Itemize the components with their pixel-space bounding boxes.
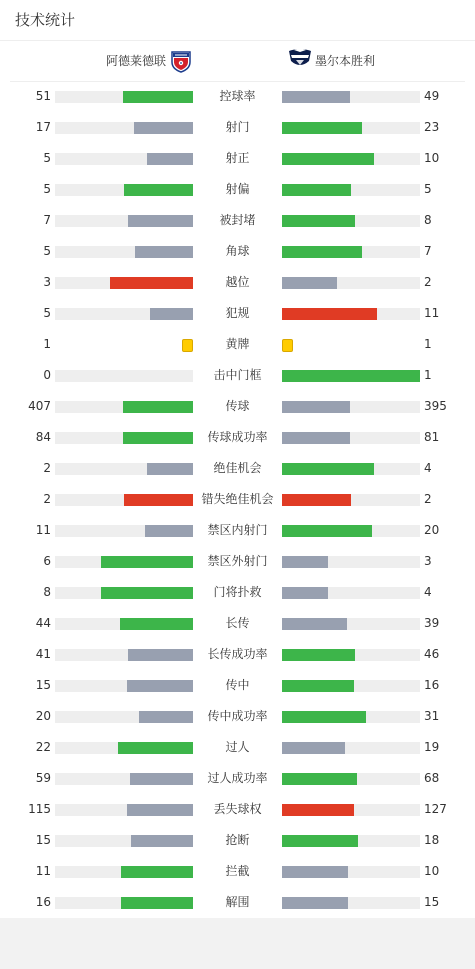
home-stat-bar-track: [55, 370, 193, 382]
stat-row: [0, 143, 475, 174]
home-stat-value: 17: [35, 120, 51, 134]
home-stat-bar-track: [55, 308, 193, 320]
stat-label: 击中门框: [213, 368, 262, 382]
stat-row: [0, 732, 475, 763]
stat-label: 解围: [225, 895, 250, 909]
stat-label: 传中成功率: [207, 709, 268, 723]
home-stat-value: 115: [28, 802, 51, 816]
home-stat-bar: [101, 556, 193, 568]
home-stat-bar-track: [55, 91, 193, 103]
away-stat-bar-track: [282, 649, 420, 661]
home-stat-bar: [134, 122, 193, 134]
home-stat-bar: [150, 308, 193, 320]
away-stat-bar-track: [282, 587, 420, 599]
away-stat-bar-track: [282, 897, 420, 909]
home-stat-value: 22: [35, 740, 51, 754]
away-stat-bar: [282, 91, 350, 103]
away-stat-bar-track: [282, 91, 420, 103]
stats-list: [0, 81, 475, 918]
away-stat-bar-track: [282, 122, 420, 134]
stat-row: [0, 236, 475, 267]
home-stat-value: 16: [35, 895, 51, 909]
home-stat-bar: [139, 711, 193, 723]
stat-label: 绝佳机会: [213, 461, 262, 475]
away-stat-value: 1: [424, 337, 432, 351]
away-stat-bar-track: [282, 401, 420, 413]
stat-label: 错失绝佳机会: [201, 492, 274, 506]
home-stat-bar: [120, 618, 193, 630]
away-stat-bar-track: [282, 525, 420, 537]
home-stat-value: 6: [43, 554, 51, 568]
away-team-logo-icon: [288, 47, 312, 69]
stat-label: 过人: [225, 740, 250, 754]
away-stat-value: 20: [424, 523, 440, 537]
home-stat-bar-track: [55, 618, 193, 630]
home-stat-value: 5: [43, 306, 51, 320]
away-stat-bar-track: [282, 711, 420, 723]
home-stat-value: 15: [35, 678, 51, 692]
stat-row: [0, 267, 475, 298]
home-stat-bar-track: [55, 153, 193, 165]
away-stat-value: 18: [424, 833, 440, 847]
away-stat-bar: [282, 370, 420, 382]
stat-label: 过人成功率: [207, 771, 268, 785]
stat-row: [0, 670, 475, 701]
away-stat-bar-track: [282, 215, 420, 227]
home-stat-value: 407: [28, 399, 51, 413]
stat-row: [0, 453, 475, 484]
away-stat-value: 10: [424, 151, 440, 165]
home-stat-value: 3: [43, 275, 51, 289]
home-stat-value: 15: [35, 833, 51, 847]
away-stat-bar: [282, 649, 355, 661]
stat-row: [0, 887, 475, 918]
home-team-name: 阿德莱德联: [105, 54, 166, 68]
stat-label: 门将扑救: [213, 585, 262, 599]
stat-label: 长传: [225, 616, 250, 630]
away-stat-bar-track: [282, 773, 420, 785]
stat-row: [0, 763, 475, 794]
home-stat-bar-track: [55, 556, 193, 568]
stat-label: 射偏: [225, 182, 250, 196]
stat-label: 黄牌: [225, 337, 250, 351]
away-stat-value: 7: [424, 244, 432, 258]
away-stat-value: 1: [424, 368, 432, 382]
home-stat-bar-track: [55, 804, 193, 816]
home-stat-value: 59: [35, 771, 51, 785]
away-stat-bar-track: [282, 742, 420, 754]
away-stat-bar-track: [282, 184, 420, 196]
stat-label: 角球: [225, 244, 250, 258]
home-stat-bar: [110, 277, 193, 289]
home-stat-bar: [124, 494, 193, 506]
home-stat-bar-track: [55, 835, 193, 847]
away-stat-bar: [282, 525, 372, 537]
home-stat-bar: [123, 401, 193, 413]
home-stat-bar: [145, 525, 193, 537]
away-stat-bar: [282, 184, 351, 196]
stat-label: 越位: [225, 275, 250, 289]
away-stat-bar: [282, 432, 350, 444]
home-stat-bar: [127, 680, 193, 692]
home-stat-value: 41: [35, 647, 51, 661]
home-stat-value: 7: [43, 213, 51, 227]
away-stat-bar: [282, 711, 366, 723]
stat-row: [0, 81, 475, 112]
home-stat-bar: [101, 587, 193, 599]
away-stat-value: 395: [424, 399, 447, 413]
away-stat-bar-track: [282, 494, 420, 506]
away-stat-bar: [282, 587, 328, 599]
stat-row: [0, 608, 475, 639]
home-stat-bar-track: [55, 711, 193, 723]
away-stat-value: 2: [424, 492, 432, 506]
home-stat-bar: [124, 184, 193, 196]
away-stat-bar: [282, 742, 345, 754]
home-stat-bar-track: [55, 122, 193, 134]
stat-row: [0, 794, 475, 825]
stat-label: 犯规: [225, 306, 250, 320]
away-stat-value: 39: [424, 616, 440, 630]
home-stat-bar-track: [55, 525, 193, 537]
stat-label: 长传成功率: [207, 647, 268, 661]
stat-label: 传球: [225, 399, 250, 413]
away-stat-value: 4: [424, 585, 432, 599]
away-stat-bar: [282, 277, 337, 289]
home-stat-bar-track: [55, 215, 193, 227]
stat-row: [0, 329, 475, 360]
away-stat-value: 16: [424, 678, 440, 692]
away-stat-value: 19: [424, 740, 440, 754]
away-stat-value: 31: [424, 709, 440, 723]
home-stat-bar: [135, 246, 193, 258]
stat-row: [0, 112, 475, 143]
away-stat-bar: [282, 308, 377, 320]
home-stat-bar: [121, 897, 193, 909]
yellow-card-icon: [282, 339, 293, 352]
stat-label: 抢断: [225, 833, 250, 847]
stat-label: 禁区内射门: [207, 523, 268, 537]
home-stat-value: 11: [35, 864, 51, 878]
home-stat-value: 44: [35, 616, 51, 630]
home-stat-bar-track: [55, 277, 193, 289]
away-stat-value: 3: [424, 554, 432, 568]
stat-label: 丢失球权: [213, 802, 262, 816]
away-stat-bar-track: [282, 432, 420, 444]
away-stat-bar-track: [282, 463, 420, 475]
stat-row: [0, 515, 475, 546]
home-stat-bar-track: [55, 587, 193, 599]
away-stat-bar-track: [282, 370, 420, 382]
stat-row: [0, 360, 475, 391]
away-team-name: 墨尔本胜利: [315, 54, 376, 68]
away-stat-value: 23: [424, 120, 440, 134]
home-stat-bar-track: [55, 184, 193, 196]
away-stat-value: 8: [424, 213, 432, 227]
stat-row: [0, 577, 475, 608]
stat-label: 射正: [225, 151, 250, 165]
stat-label: 传中: [225, 678, 250, 692]
stat-label: 射门: [225, 120, 250, 134]
away-stat-value: 68: [424, 771, 440, 785]
home-stat-value: 5: [43, 244, 51, 258]
away-stat-value: 81: [424, 430, 440, 444]
teams-header: [0, 41, 475, 81]
home-stat-bar-track: [55, 866, 193, 878]
away-stat-bar-track: [282, 153, 420, 165]
away-stat-bar: [282, 153, 374, 165]
stat-row: [0, 546, 475, 577]
away-stat-bar-track: [282, 866, 420, 878]
stat-row: [0, 205, 475, 236]
home-stat-bar: [131, 835, 193, 847]
stat-label: 控球率: [219, 89, 256, 103]
away-stat-value: 4: [424, 461, 432, 475]
away-stat-value: 2: [424, 275, 432, 289]
home-stat-bar: [147, 463, 193, 475]
away-stat-value: 49: [424, 89, 440, 103]
home-stat-value: 1: [43, 337, 51, 351]
away-stat-bar-track: [282, 246, 420, 258]
away-stat-value: 127: [424, 802, 447, 816]
home-stat-value: 2: [43, 492, 51, 506]
stat-row: [0, 484, 475, 515]
away-stat-bar: [282, 463, 374, 475]
away-stat-bar-track: [282, 835, 420, 847]
yellow-card-icon: [182, 339, 193, 352]
home-stat-bar: [127, 804, 193, 816]
home-stat-value: 5: [43, 151, 51, 165]
home-stat-value: 84: [35, 430, 51, 444]
home-stat-bar-track: [55, 680, 193, 692]
home-stat-bar-track: [55, 401, 193, 413]
home-stat-bar: [123, 432, 193, 444]
page-title: 技术统计: [15, 11, 76, 29]
home-stat-value: 8: [43, 585, 51, 599]
away-stat-bar: [282, 897, 348, 909]
stat-label: 禁区外射门: [207, 554, 268, 568]
stat-label: 传球成功率: [207, 430, 268, 444]
home-stat-bar: [128, 649, 193, 661]
home-stat-bar: [128, 215, 193, 227]
away-stat-bar: [282, 680, 354, 692]
stat-row: [0, 639, 475, 670]
home-stat-value: 11: [35, 523, 51, 537]
home-stat-bar-track: [55, 742, 193, 754]
away-stat-value: 10: [424, 864, 440, 878]
home-stat-bar: [130, 773, 193, 785]
home-stat-bar: [147, 153, 193, 165]
home-stat-value: 5: [43, 182, 51, 196]
away-stat-value: 5: [424, 182, 432, 196]
away-stat-bar-track: [282, 277, 420, 289]
away-stat-bar-track: [282, 680, 420, 692]
away-stat-bar: [282, 866, 348, 878]
home-stat-bar: [118, 742, 193, 754]
stat-row: [0, 422, 475, 453]
away-stat-value: 11: [424, 306, 440, 320]
stat-row: [0, 298, 475, 329]
away-stat-bar: [282, 246, 362, 258]
home-stat-bar-track: [55, 246, 193, 258]
home-stat-bar-track: [55, 773, 193, 785]
away-stat-bar: [282, 773, 357, 785]
away-stat-bar: [282, 804, 354, 816]
stat-label: 被封堵: [219, 213, 256, 227]
home-stat-bar-track: [55, 432, 193, 444]
home-stat-bar-track: [55, 897, 193, 909]
stat-row: [0, 825, 475, 856]
away-stat-bar: [282, 122, 362, 134]
home-stat-value: 0: [43, 368, 51, 382]
away-stat-bar: [282, 215, 355, 227]
away-stat-bar: [282, 494, 351, 506]
away-stat-bar-track: [282, 556, 420, 568]
home-stat-bar: [123, 91, 193, 103]
away-stat-bar-track: [282, 804, 420, 816]
away-stat-bar: [282, 556, 328, 568]
stat-row: [0, 856, 475, 887]
home-stat-value: 2: [43, 461, 51, 475]
away-stat-value: 15: [424, 895, 440, 909]
home-stat-value: 51: [35, 89, 51, 103]
away-stat-bar-track: [282, 618, 420, 630]
away-stat-bar-track: [282, 308, 420, 320]
away-stat-value: 46: [424, 647, 440, 661]
away-stat-bar: [282, 835, 358, 847]
home-stat-bar: [121, 866, 193, 878]
home-stat-bar-track: [55, 463, 193, 475]
stat-row: [0, 701, 475, 732]
home-stat-bar-track: [55, 649, 193, 661]
home-stat-bar-track: [55, 494, 193, 506]
stat-row: [0, 174, 475, 205]
home-team-logo-icon: [170, 49, 192, 73]
stat-label: 拦截: [225, 864, 250, 878]
away-stat-bar: [282, 401, 350, 413]
home-stat-value: 20: [35, 709, 51, 723]
away-stat-bar: [282, 618, 347, 630]
stat-row: [0, 391, 475, 422]
